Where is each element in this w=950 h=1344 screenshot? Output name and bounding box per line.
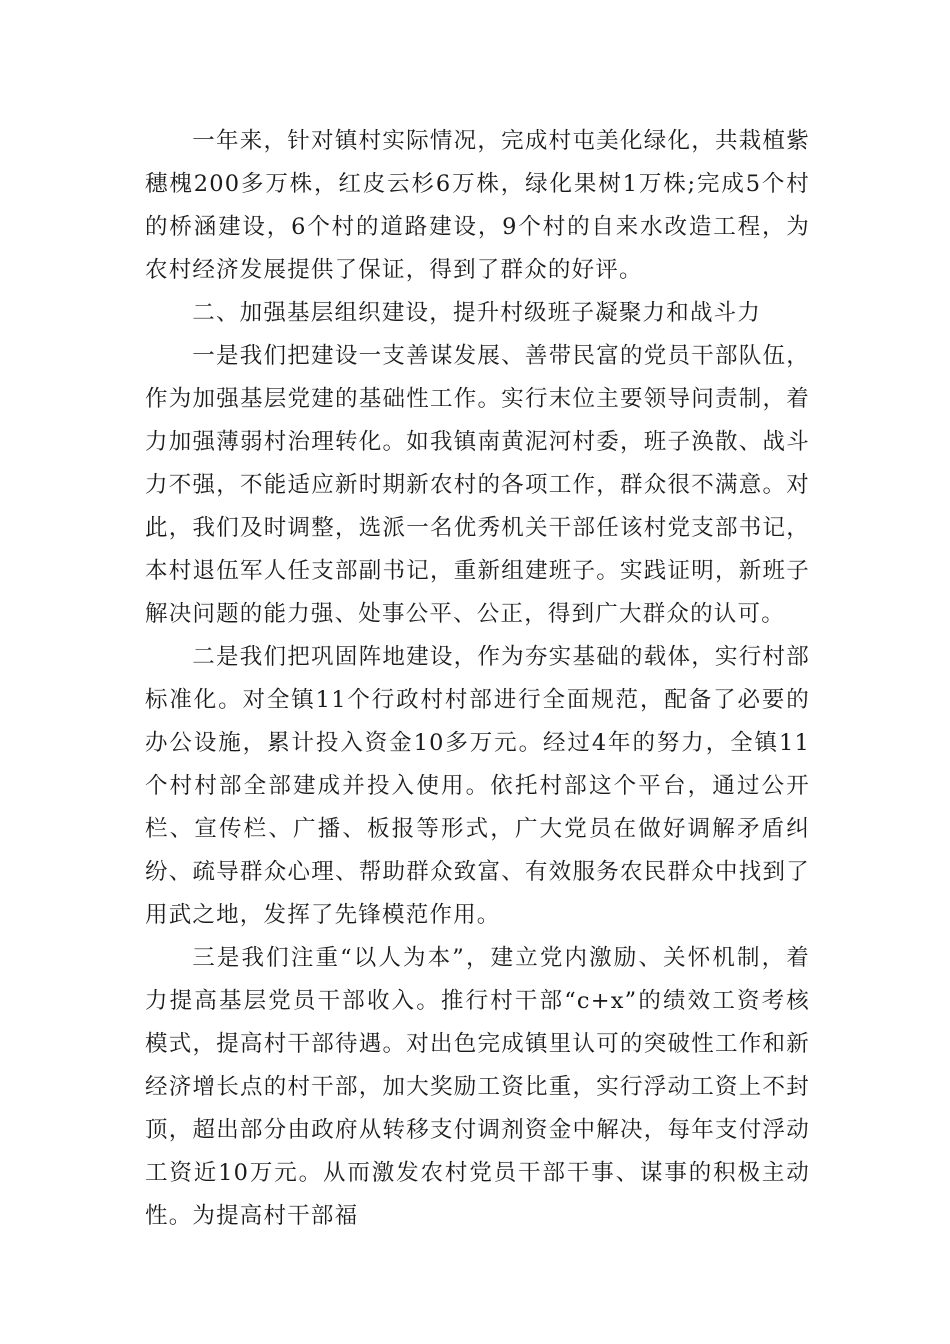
paragraph-incentive-mechanism: 三是我们注重“以人为本”，建立党内激励、关怀机制，着力提高基层党员干部收入。推行村干部“c+x”的绩效工资考核模式，提高村干部待遇。对出色完成镇里认可的突破性工作和新经济增长点的村干部，加大奖励工资比重，实行浮动工资上不封顶，超出部分由政府从转移支付调剂资金中解决，每年支付浮动工资近10万元。从而激发农村党员干部干事、谋事的积极主动性。为提高村干部福 [145,945,810,1229]
paragraph-cadre-team: 一是我们把建设一支善谋发展、善带民富的党员干部队伍，作为加强基层党建的基础性工作。实行末位主要领导问责制，着力加强薄弱村治理转化。如我镇南黄泥河村委，班子涣散、战斗力不强，不能适应新时期新农村的各项工作，群众很不满意。对此，我们及时调整，选派一名优秀机关干部任该村党支部书记，本村退伍军人任支部副书记，重新组建班子。实践证明，新班子解决问题的能力强、处事公平、公正，得到广大群众的认可。 [145,343,810,627]
document-body [145,120,810,1238]
paragraph-greening-achievements: 一年来，针对镇村实际情况，完成村屯美化绿化，共栽植紫穗槐200多万株，红皮云杉6万株，绿化果树1万株;完成5个村的桥涵建设，6个村的道路建设，9个村的自来水改造工程，为农村经济发展提供了保证，得到了群众的好评。 [145,128,810,283]
section-heading-organization: 二、加强基层组织建设，提升村级班子凝聚力和战斗力 [192,300,762,326]
paragraph-village-office: 二是我们把巩固阵地建设，作为夯实基础的载体，实行村部标准化。对全镇11个行政村村部进行全面规范，配备了必要的办公设施，累计投入资金10多万元。经过4年的努力，全镇11个村村部全部建成并投入使用。依托村部这个平台，通过公开栏、宣传栏、广播、板报等形式，广大党员在做好调解矛盾纠纷、疏导群众心理、帮助群众致富、有效服务农民群众中找到了用武之地，发挥了先锋模范作用。 [145,644,810,928]
